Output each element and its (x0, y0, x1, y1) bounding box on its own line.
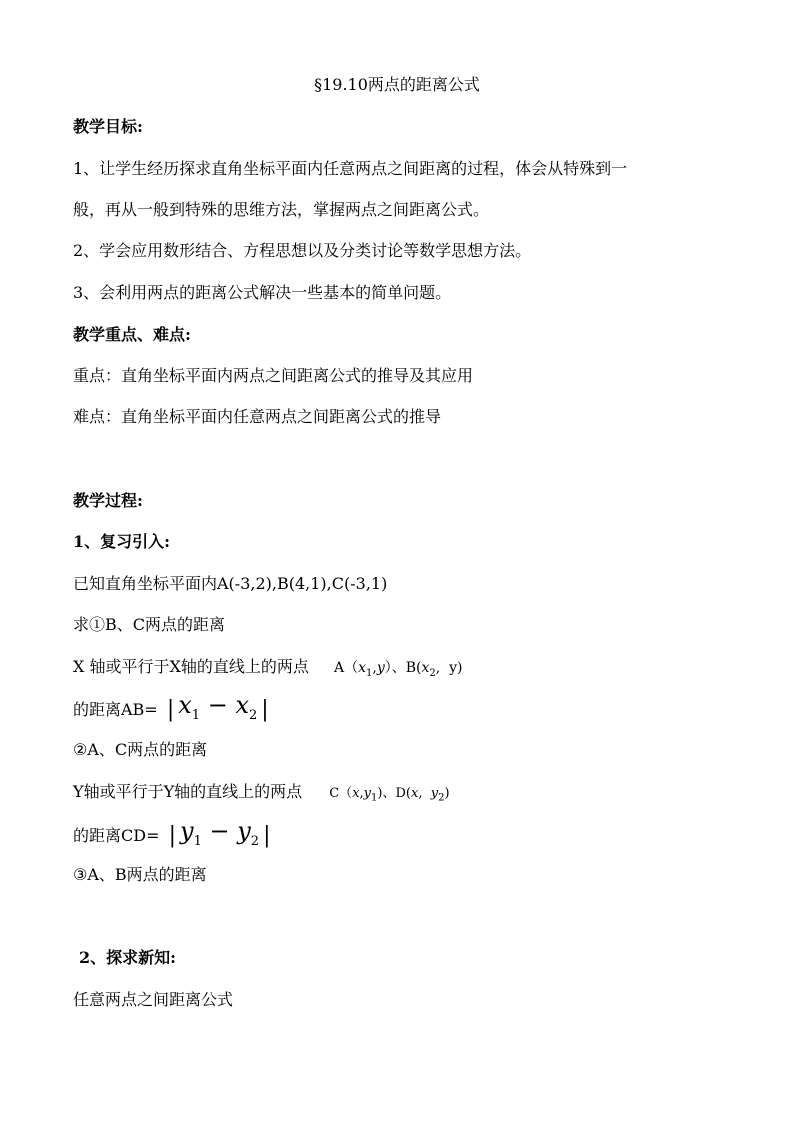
ab-abs-formula: $x_1 - x_2$ (178, 691, 258, 723)
x-axis-text: X 轴或平行于X轴的直线上的两点 (73, 657, 309, 676)
cd-label: 的距离CD= (73, 825, 160, 845)
question-2: ②A、C两点的距离 (73, 740, 208, 759)
cd-abs-formula: $y_1 - y_2$ (180, 817, 260, 849)
question-1: 求①B、C两点的距离 (73, 615, 226, 634)
step-2-heading: 2、探求新知: (79, 948, 177, 967)
ab-label: 的距离AB= (73, 699, 158, 719)
section-process-heading: 教学过程: (73, 491, 143, 510)
section-key-heading: 教学重点、难点: (73, 325, 191, 344)
x-axis-statement (73, 656, 463, 685)
section-objectives-heading: 教学目标: (73, 117, 143, 136)
step-1-heading: 1、复习引入: (73, 532, 171, 551)
objective-2: 2、学会应用数形结合、方程思想以及分类讨论等数学思想方法。 (73, 241, 532, 260)
page-title: §19.10两点的距离公式 (314, 75, 480, 94)
objective-3: 3、会利用两点的距离公式解决一些基本的简单问题。 (73, 283, 452, 302)
ab-distance-line: 的距离AB= | $x_1 - x_2$ | (73, 691, 269, 723)
points-cd-formula: $C(x,y_1)$、D(x, $y_2$) (329, 786, 450, 804)
objective-1-line-1: 1、让学生经历探求直角坐标平面内任意两点之间距离的过程，体会从特殊到一 (73, 159, 628, 178)
cd-distance-line: 的距离CD= | $y_1 - y_2$ | (73, 817, 271, 849)
objective-1-line-2: 般，再从一般到特殊的思维方法，掌握两点之间距离公式。 (73, 200, 490, 219)
given-points: 已知直角坐标平面内A(-3,2),B(4,1),C(-3,1) (73, 574, 388, 593)
y-axis-text: Y轴或平行于Y轴的直线上的两点 (73, 782, 303, 801)
key-point: 重点：直角坐标平面内两点之间距离公式的推导及其应用 (73, 366, 474, 385)
question-3: ③A、B两点的距离 (73, 865, 207, 884)
y-axis-statement (73, 781, 450, 810)
points-ab-formula: $A(x_1,y)$、$B(x_2$, y) (333, 660, 463, 679)
hard-point: 难点：直角坐标平面内任意两点之间距离公式的推导 (73, 407, 442, 426)
any-two-points-formula-text: 任意两点之间距离公式 (73, 990, 234, 1009)
